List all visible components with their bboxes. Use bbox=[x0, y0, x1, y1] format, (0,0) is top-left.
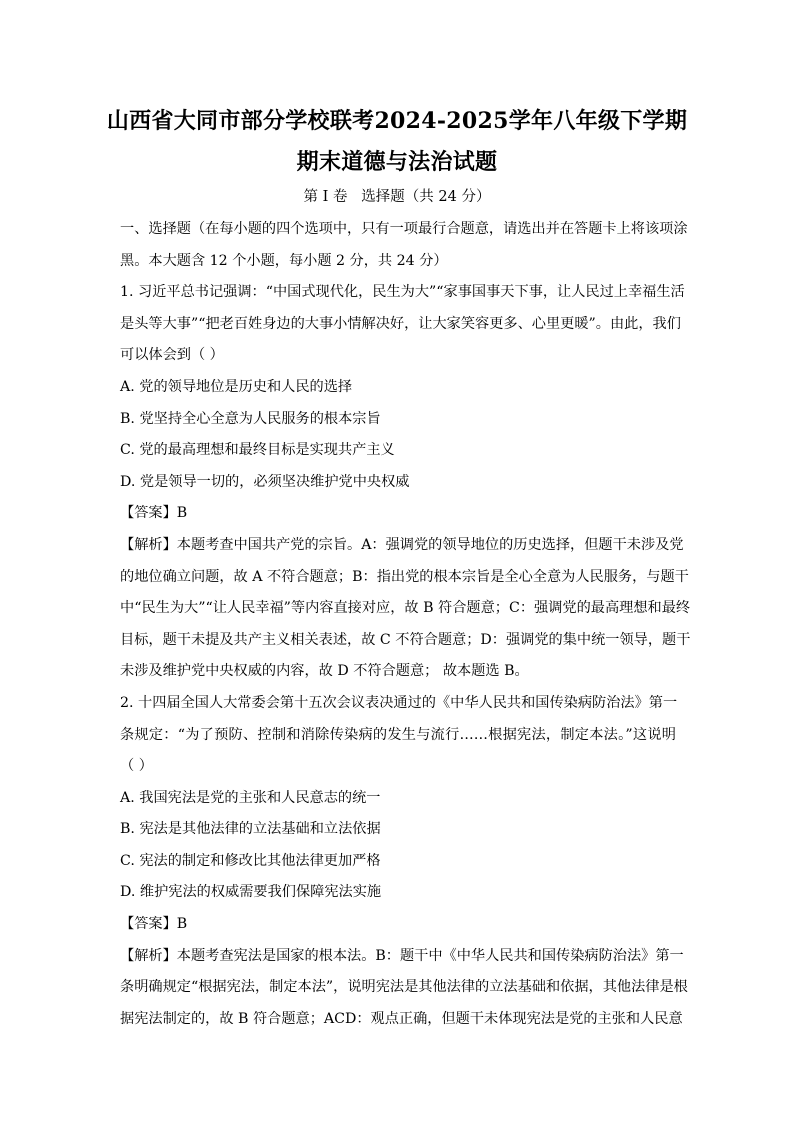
question-1 bbox=[120, 277, 691, 688]
option-a: A. 我国宪法是党的主张和人民意志的统一 bbox=[120, 789, 381, 806]
document-title-line-1: 山西省大同市部分学校联考2024-2025学年八年级下学期 bbox=[106, 108, 688, 134]
answer-label: 【答案】B bbox=[120, 916, 188, 933]
instruction-line: 黑。本大题含 12 个小题，每小题 2 分，共 24 分） bbox=[120, 252, 448, 269]
question-stem-line: 2. 十四届全国人大常委会第十五次会议表决通过的《中华人民共和国传染病防治法》第一 bbox=[120, 694, 678, 711]
option-b: B. 党坚持全心全意为人民服务的根本宗旨 bbox=[120, 410, 381, 427]
analysis-line: 条明确规定“根据宪法，制定本法”，说明宪法是其他法律的立法基础和依据，其他法律是根 bbox=[120, 979, 688, 996]
question-2 bbox=[120, 688, 688, 1036]
analysis-line: 未涉及维护党中央权威的内容，故 D 不符合题意； 故本题选 B。 bbox=[120, 663, 529, 680]
analysis-line: 的地位确立问题，故 A 不符合题意；B：指出党的根本宗旨是全心全意为人民服务，与题干 bbox=[120, 568, 689, 585]
question-stem-line: 1. 习近平总书记强调：“中国式现代化，民生为大”“家事国事天下事，让人民过上幸福生活 bbox=[120, 284, 685, 301]
document-title-line-2: 期末道德与法治试题 bbox=[296, 149, 498, 175]
question-stem-line: 可以体会到（ ） bbox=[120, 347, 224, 364]
document-body bbox=[120, 214, 691, 1035]
question-stem-line: 是头等大事”“把老百姓身边的大事小情解决好，让大家笑容更多、心里更暖”。由此，我们 bbox=[120, 315, 681, 332]
option-a: A. 党的领导地位是历史和人民的选择 bbox=[120, 378, 353, 395]
option-b: B. 宪法是其他法律的立法基础和立法依据 bbox=[120, 821, 381, 838]
option-c: C. 党的最高理想和最终目标是实现共产主义 bbox=[120, 442, 395, 459]
option-c: C. 宪法的制定和修改比其他法律更加严格 bbox=[120, 852, 381, 869]
analysis-line: 据宪法制定的，故 B 符合题意；ACD：观点正确，但题干未体现宪法是党的主张和人民意 bbox=[120, 1010, 683, 1027]
analysis-line: 中“民生为大”“让人民幸福”等内容直接对应，故 B 符合题意；C：强调党的最高理想和最终 bbox=[120, 600, 691, 617]
instruction-line: 一、选择题（在每小题的四个选项中，只有一项最行合题意，请选出并在答题卡上将该项涂 bbox=[120, 221, 688, 237]
section-instruction bbox=[120, 214, 688, 277]
question-stem-line: （ ） bbox=[120, 758, 153, 775]
answer-label: 【答案】B bbox=[120, 505, 188, 522]
section-subtitle: 第 I 卷 选择题（共 24 分） bbox=[303, 189, 491, 205]
analysis-line: 【解析】本题考查中国共产党的宗旨。A：强调党的领导地位的历史选择，但题干未涉及党 bbox=[120, 536, 684, 553]
analysis-line: 目标，题干未提及共产主义相关表述，故 C 不符合题意；D：强调党的集中统一领导，题干 bbox=[120, 631, 691, 648]
option-d: D. 党是领导一切的，必须坚决维护党中央权威 bbox=[120, 473, 410, 490]
option-d: D. 维护宪法的权威需要我们保障宪法实施 bbox=[120, 884, 382, 901]
question-stem-line: 条规定：“为了预防、控制和消除传染病的发生与流行……根据宪法，制定本法。”这说明 bbox=[120, 726, 676, 743]
analysis-line: 【解析】本题考查宪法是国家的根本法。B：题干中《中华人民共和国传染病防治法》第一 bbox=[120, 947, 684, 964]
